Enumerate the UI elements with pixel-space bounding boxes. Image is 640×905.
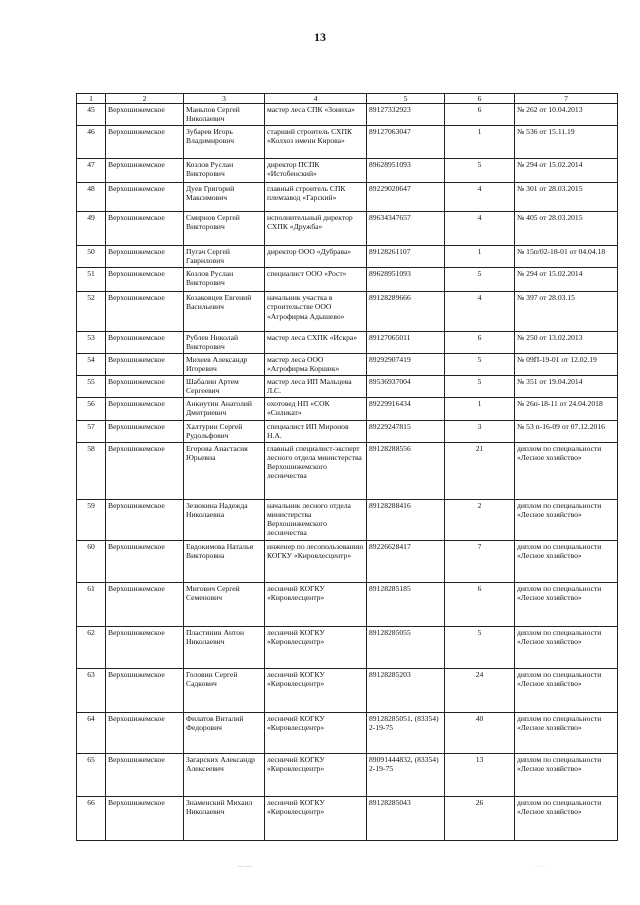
name-cell: Загарских Александр Алексеевич — [184, 753, 265, 796]
table-row — [77, 183, 618, 212]
table-row — [77, 626, 618, 668]
position-cell: специалист ООО «Рост» — [265, 268, 367, 292]
phone-cell: 89229916434 — [367, 397, 445, 420]
document-cell: диплом по специальности «Лесное хозяйство» — [515, 712, 618, 753]
name-cell: Головин Сергей Садкович — [184, 668, 265, 712]
district-cell: Верхошижемское — [106, 354, 184, 376]
name-cell: Рублев Николай Викторович — [184, 332, 265, 354]
table-row — [77, 268, 618, 292]
name-cell: Пугач Сергей Гаврилович — [184, 246, 265, 268]
table-row — [77, 354, 618, 376]
column-header: 4 — [265, 94, 367, 104]
name-cell: Евдокимова Наталья Викторовна — [184, 540, 265, 582]
phone-cell: 89127065011 — [367, 332, 445, 354]
row-number: 65 — [77, 753, 106, 796]
row-number: 61 — [77, 582, 106, 626]
document-cell: № 53 п-16-09 от 07.12.2016 — [515, 420, 618, 442]
phone-cell: 89628951093 — [367, 268, 445, 292]
experience-cell: 6 — [445, 582, 515, 626]
experience-cell: 1 — [445, 397, 515, 420]
experience-cell: 6 — [445, 104, 515, 126]
district-cell: Верхошижемское — [106, 712, 184, 753]
name-cell: Дуев Григорий Максимович — [184, 183, 265, 212]
row-number: 57 — [77, 420, 106, 442]
experience-cell: 24 — [445, 668, 515, 712]
district-cell: Верхошижемское — [106, 582, 184, 626]
document-cell: № 536 от 15.11.19 — [515, 126, 618, 159]
position-cell: лесничий КОГКУ «Кировлесцентр» — [265, 582, 367, 626]
row-number: 46 — [77, 126, 106, 159]
row-number: 45 — [77, 104, 106, 126]
position-cell: начальник участка в строительстве ООО «Агрофирма Адышево» — [265, 292, 367, 332]
experience-cell: 5 — [445, 376, 515, 398]
table-row — [77, 159, 618, 183]
row-number: 56 — [77, 397, 106, 420]
table-row — [77, 420, 618, 442]
position-cell: директор ООО «Дубрава» — [265, 246, 367, 268]
name-cell: Маньпов Сергей Николаевич — [184, 104, 265, 126]
row-number: 48 — [77, 183, 106, 212]
district-cell: Верхошижемское — [106, 212, 184, 246]
position-cell: лесничий КОГКУ «Кировлесцентр» — [265, 753, 367, 796]
phone-cell: 89128285203 — [367, 668, 445, 712]
table-row — [77, 753, 618, 796]
phone-cell: 89128289666 — [367, 292, 445, 332]
table-row — [77, 332, 618, 354]
position-cell: лесничий КОГКУ «Кировлесцентр» — [265, 712, 367, 753]
district-cell: Верхошижемское — [106, 753, 184, 796]
experience-cell: 1 — [445, 246, 515, 268]
document-cell: № 301 от 28.03.2015 — [515, 183, 618, 212]
document-cell: диплом по специальности «Лесное хозяйство» — [515, 753, 618, 796]
table-row — [77, 796, 618, 840]
position-cell: главный специалист-эксперт лесного отдела министерства Верхошижемского лесничества — [265, 442, 367, 499]
row-number: 59 — [77, 499, 106, 540]
district-cell: Верхошижемское — [106, 796, 184, 840]
district-cell: Верхошижемское — [106, 442, 184, 499]
document-cell: диплом по специальности «Лесное хозяйство» — [515, 499, 618, 540]
document-cell: № 351 от 19.04.2014 — [515, 376, 618, 398]
experience-cell: 5 — [445, 354, 515, 376]
column-header: 1 — [77, 94, 106, 104]
table-row — [77, 442, 618, 499]
row-number: 52 — [77, 292, 106, 332]
row-number: 55 — [77, 376, 106, 398]
row-number: 50 — [77, 246, 106, 268]
footer-mark: –– –– — [238, 864, 252, 870]
phone-cell: 89128285185 — [367, 582, 445, 626]
table-row — [77, 712, 618, 753]
document-cell: диплом по специальности «Лесное хозяйство» — [515, 626, 618, 668]
phone-cell: 89628951093 — [367, 159, 445, 183]
phone-cell: 89536937004 — [367, 376, 445, 398]
document-cell: № 294 от 15.02.2014 — [515, 268, 618, 292]
position-cell: главный строитель СПК племзавод «Гарский» — [265, 183, 367, 212]
row-number: 58 — [77, 442, 106, 499]
position-cell: старший строитель СХПК «Колхоз имени Кирова» — [265, 126, 367, 159]
position-cell: лесничий КОГКУ «Кировлесцентр» — [265, 626, 367, 668]
page-number: 13 — [314, 30, 326, 44]
experience-cell: 40 — [445, 712, 515, 753]
position-cell: мастер леса ИП Мальцева Л.С. — [265, 376, 367, 398]
phone-cell: 89226628417 — [367, 540, 445, 582]
name-cell: Смирнов Сергей Викторович — [184, 212, 265, 246]
table-row — [77, 292, 618, 332]
experience-cell: 1 — [445, 126, 515, 159]
column-header: 3 — [184, 94, 265, 104]
row-number: 63 — [77, 668, 106, 712]
table-row — [77, 376, 618, 398]
table-row — [77, 126, 618, 159]
name-cell: Козлов Руслан Викторович — [184, 268, 265, 292]
position-cell: директор ПСПК «Истобенский» — [265, 159, 367, 183]
table-row — [77, 212, 618, 246]
district-cell: Верхошижемское — [106, 104, 184, 126]
experience-cell: 7 — [445, 540, 515, 582]
district-cell: Верхошижемское — [106, 159, 184, 183]
name-cell: Мигович Сергей Семенович — [184, 582, 265, 626]
table-row — [77, 582, 618, 626]
experience-cell: 4 — [445, 212, 515, 246]
district-cell: Верхошижемское — [106, 420, 184, 442]
position-cell: исполнительный директор СХПК «Дружба» — [265, 212, 367, 246]
district-cell: Верхошижемское — [106, 246, 184, 268]
document-cell: № 397 от 28.03.15 — [515, 292, 618, 332]
row-number: 54 — [77, 354, 106, 376]
position-cell: начальник лесного отдела министерства Верхошижемского лесничества — [265, 499, 367, 540]
personnel-table — [76, 93, 618, 841]
name-cell: Михеев Александр Игоревич — [184, 354, 265, 376]
phone-cell: 89229247815 — [367, 420, 445, 442]
phone-cell: 89634347657 — [367, 212, 445, 246]
position-cell: охотовед НП «СОК «Силикат» — [265, 397, 367, 420]
document-cell: № 262 от 10.04.2013 — [515, 104, 618, 126]
position-cell: лесничий КОГКУ «Кировлесцентр» — [265, 796, 367, 840]
position-cell: инженер по лесопользованию КОГКУ «Кировлесцентр» — [265, 540, 367, 582]
name-cell: Знаменский Михаил Николаевич — [184, 796, 265, 840]
position-cell: лесничий КОГКУ «Кировлесцентр» — [265, 668, 367, 712]
row-number: 60 — [77, 540, 106, 582]
document-cell: № 250 от 13.02.2013 — [515, 332, 618, 354]
document-cell: № 26п-18-11 от 24.04.2018 — [515, 397, 618, 420]
name-cell: Филатов Виталий Федорович — [184, 712, 265, 753]
experience-cell: 4 — [445, 183, 515, 212]
position-cell: мастер леса ООО «Агрофирма Коршик» — [265, 354, 367, 376]
phone-cell: 89128285051, (83354) 2-19-75 — [367, 712, 445, 753]
phone-cell: 89127063047 — [367, 126, 445, 159]
name-cell: Егорова Анастасия Юрьевна — [184, 442, 265, 499]
document-cell: № 09П-19-01 от 12.02.19 — [515, 354, 618, 376]
experience-cell: 5 — [445, 626, 515, 668]
row-number: 53 — [77, 332, 106, 354]
table-row — [77, 540, 618, 582]
name-cell: Зубарев Игорь Владимирович — [184, 126, 265, 159]
experience-cell: 5 — [445, 159, 515, 183]
phone-cell: 89128285055 — [367, 626, 445, 668]
row-number: 51 — [77, 268, 106, 292]
name-cell: Козаковцев Евгений Васильевич — [184, 292, 265, 332]
row-number: 49 — [77, 212, 106, 246]
name-cell: Козлов Руслан Викторович — [184, 159, 265, 183]
experience-cell: 3 — [445, 420, 515, 442]
district-cell: Верхошижемское — [106, 332, 184, 354]
table-row — [77, 104, 618, 126]
column-header: 6 — [445, 94, 515, 104]
district-cell: Верхошижемское — [106, 397, 184, 420]
phone-cell: 89128261107 — [367, 246, 445, 268]
position-cell: специалист ИП Миронов Н.А. — [265, 420, 367, 442]
phone-cell: 89229020647 — [367, 183, 445, 212]
table-row — [77, 246, 618, 268]
district-cell: Верхошижемское — [106, 668, 184, 712]
phone-cell: 89128288556 — [367, 442, 445, 499]
document-cell: диплом по специальности «Лесное хозяйство» — [515, 668, 618, 712]
district-cell: Верхошижемское — [106, 540, 184, 582]
name-cell: Пластинин Антон Николаевич — [184, 626, 265, 668]
district-cell: Верхошижемское — [106, 292, 184, 332]
phone-cell: 89292907419 — [367, 354, 445, 376]
document-cell: диплом по специальности «Лесное хозяйство» — [515, 796, 618, 840]
experience-cell: 4 — [445, 292, 515, 332]
district-cell: Верхошижемское — [106, 376, 184, 398]
document-cell: № 15п/02-18-01 от 04.04.18 — [515, 246, 618, 268]
document-cell: № 294 от 15.02.2014 — [515, 159, 618, 183]
district-cell: Верхошижемское — [106, 126, 184, 159]
column-header: 5 — [367, 94, 445, 104]
row-number: 47 — [77, 159, 106, 183]
document-cell: диплом по специальности «Лесное хозяйство» — [515, 442, 618, 499]
experience-cell: 21 — [445, 442, 515, 499]
row-number: 64 — [77, 712, 106, 753]
experience-cell: 2 — [445, 499, 515, 540]
table-row — [77, 397, 618, 420]
position-cell: мастер леса СПК «Зониха» — [265, 104, 367, 126]
column-header: 7 — [515, 94, 618, 104]
district-cell: Верхошижемское — [106, 183, 184, 212]
document-cell: № 405 от 28.03.2015 — [515, 212, 618, 246]
experience-cell: 26 — [445, 796, 515, 840]
phone-cell: 89128288416 — [367, 499, 445, 540]
name-cell: Халтурин Сергей Рудольфович — [184, 420, 265, 442]
footer-mark: · · · · — [535, 864, 548, 870]
document-cell: диплом по специальности «Лесное хозяйство» — [515, 540, 618, 582]
position-cell: мастер леса СХПК «Искра» — [265, 332, 367, 354]
phone-cell: 89127332923 — [367, 104, 445, 126]
table-row — [77, 499, 618, 540]
table-row — [77, 668, 618, 712]
table-header-row — [77, 94, 618, 104]
experience-cell: 5 — [445, 268, 515, 292]
column-header: 2 — [106, 94, 184, 104]
row-number: 62 — [77, 626, 106, 668]
name-cell: Зезюкина Надежда Николаевна — [184, 499, 265, 540]
name-cell: Анкиутин Анатолий Дмитриевич — [184, 397, 265, 420]
phone-cell: 89091444832, (83354) 2-19-75 — [367, 753, 445, 796]
experience-cell: 13 — [445, 753, 515, 796]
district-cell: Верхошижемское — [106, 268, 184, 292]
row-number: 66 — [77, 796, 106, 840]
name-cell: Шабалин Артем Сергеевич — [184, 376, 265, 398]
phone-cell: 89128285043 — [367, 796, 445, 840]
document-cell: диплом по специальности «Лесное хозяйство» — [515, 582, 618, 626]
district-cell: Верхошижемское — [106, 626, 184, 668]
district-cell: Верхошижемское — [106, 499, 184, 540]
experience-cell: 6 — [445, 332, 515, 354]
